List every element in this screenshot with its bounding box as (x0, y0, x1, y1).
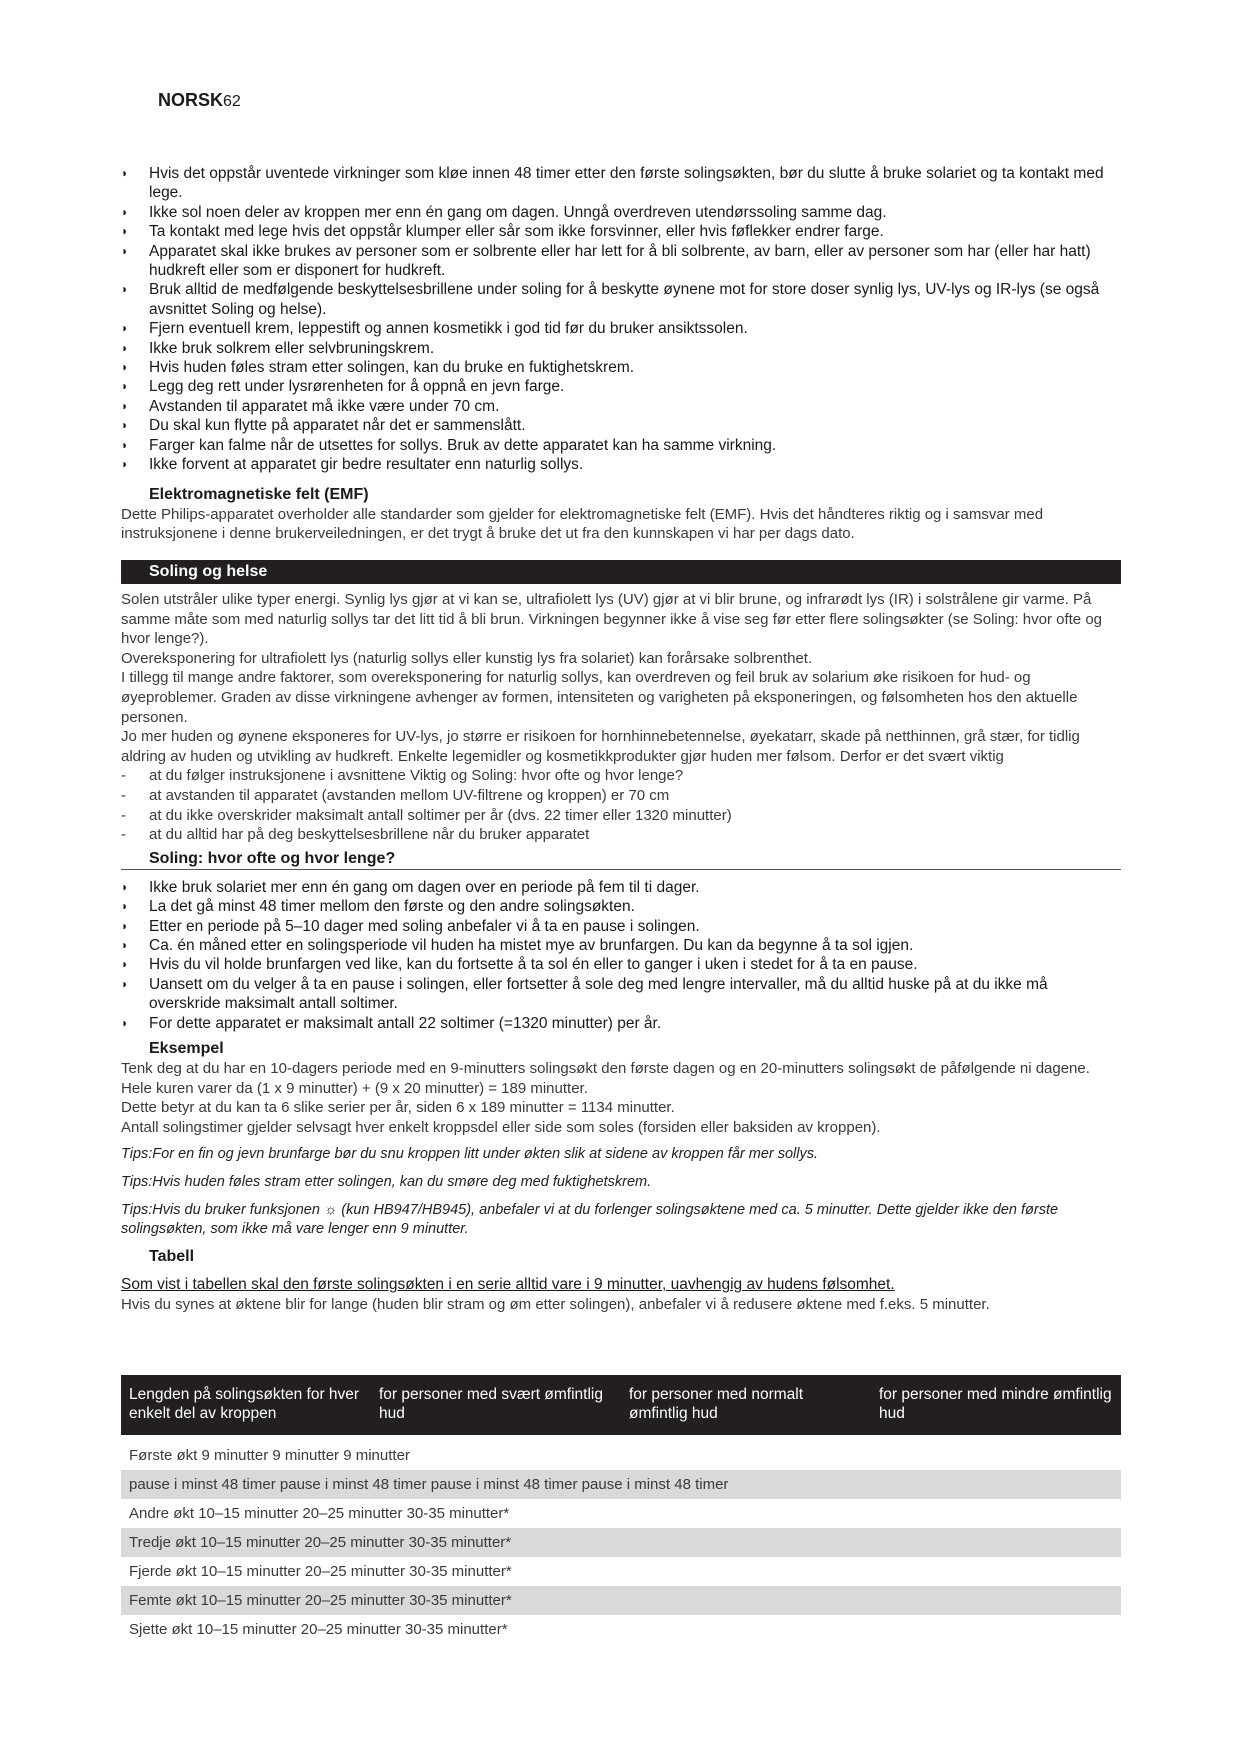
tip-text: Tips:Hvis huden føles stram etter solingen, kan du smøre deg med fuktighetskrem. (121, 1174, 652, 1191)
table-header-cell: for personer med normalt ømfintlig hud (621, 1375, 871, 1435)
list-item: ◗ La det gå minst 48 timer mellom den første og den andre solingsøkten. (121, 898, 635, 916)
health-paragraph: Jo mer huden og øynene eksponeres for UV-lys, jo større er risikoen for hornhinnebetennelse, øyekatarr, skade på netthinnen, grå stær, for tidlig aldring av huden og utvikling av hudkreft. Enkelte legemidler og kosmetikkprodukter gjør huden mer følsom. Derfor er det svært viktig (121, 728, 1080, 765)
table-row: Første økt 9 minutter 9 minutter 9 minutter (129, 1447, 410, 1464)
list-item: ◗ Uansett om du velger å ta en pause i solingen, eller fortsetter å sole deg med lengre intervaller, må du alltid huske på at du ikke må overskride maksimalt antall soltimer. (121, 975, 1048, 1013)
table-row: Sjette økt 10–15 minutter 20–25 minutter 30-35 minutter* (129, 1621, 508, 1638)
table-row: Fjerde økt 10–15 minutter 20–25 minutter 30-35 minutter* (129, 1563, 512, 1580)
list-item: ◗ Ikke forvent at apparatet gir bedre resultater enn naturlig sollys. (121, 456, 584, 474)
example-line: Dette betyr at du kan ta 6 slike serier per år, siden 6 x 189 minutter = 1134 minutter. (121, 1099, 675, 1117)
table-note: Hvis du synes at øktene blir for lange (huden blir stram og øm etter solingen), anbefaler vi å redusere øktene med f.eks. 5 minutter. (121, 1295, 990, 1313)
list-item: ◗ For dette apparatet er maksimalt antall 22 soltimer (=1320 minutter) per år. (121, 1014, 662, 1032)
list-item: ◗ Ta kontakt med lege hvis det oppstår klumper eller sår som ikke forsvinner, eller hvis føflekker endrer farge. (121, 223, 884, 241)
tip-text: Tips:Hvis du bruker funksjonen ☼ (kun HB947/HB945), anbefaler vi at du forlenger solingsøktene med ca. 5 minutter. Dette gjelder ikke den første solingsøkten, som ikke må vare lenger enn 9 minutter. (121, 1202, 1059, 1238)
example-line: Antall solingstimer gjelder selvsagt hver enkelt kroppsdel eller side som soles (forsiden eller baksiden av kroppen). (121, 1118, 881, 1136)
table-header-row (121, 1375, 1121, 1435)
list-item: ◗ Bruk alltid de medfølgende beskyttelsesbrillene under soling for å beskytte øynene mot for store doser synlig lys, UV-lys og IR-lys (se også avsnittet Soling og helse). (121, 281, 1100, 318)
warnings-list (121, 164, 1121, 475)
table-header-cell: for personer med svært ømfintlig hud (371, 1375, 621, 1435)
health-paragraph: I tillegg til mange andre faktorer, som overeksponering for naturlig sollys, kan overdreven og feil bruk av solarium øke risikoen for hud- og øyeproblemer. Graden av disse virkningene avhenger av formen, intensiteten og varigheten på eksponeringen, og følsomheten hos den aktuelle personen. (121, 669, 1078, 726)
table-row: Andre økt 10–15 minutter 20–25 minutter 30-35 minutter* (129, 1505, 510, 1522)
emf-heading: Elektromagnetiske felt (EMF) (149, 485, 369, 503)
table-header-cell: for personer med mindre ømfintlig hud (871, 1375, 1121, 1435)
list-item: ◗ Ca. én måned etter en solingsperiode vil huden ha mistet mye av brunfargen. Du kan da begynne å ta sol igjen. (121, 936, 914, 954)
list-item: ◗ Hvis du vil holde brunfargen ved like, kan du fortsette å ta sol én eller to ganger i uken i stedet for å ta en pause. (121, 956, 918, 974)
page-header (158, 90, 241, 111)
table-row: Femte økt 10–15 minutter 20–25 minutter 30-35 minutter* (121, 1586, 1121, 1615)
list-item: - at du ikke overskrider maksimalt antall soltimer per år (dvs. 22 timer eller 1320 minutter) (121, 806, 732, 824)
list-item: ◗ Etter en periode på 5–10 dager med soling anbefaler vi å ta en pause i solingen. (121, 917, 700, 935)
list-item: ◗ Avstanden til apparatet må ikke være under 70 cm. (121, 397, 500, 415)
table-header-cell: Lengden på solingsøkten for hver enkelt del av kroppen (121, 1375, 371, 1435)
list-item: ◗ Apparatet skal ikke brukes av personer som er solbrente eller har lett for å bli solbrente, av barn, eller av personer som har (eller har hatt) hudkreft eller som er disponert for hudkreft. (121, 242, 1091, 280)
example-line: Tenk deg at du har en 10-dagers periode med en 9-minutters solingsøkt den første dagen og en 20-minutters solingsøkt de påfølgende ni dagene. (121, 1059, 1090, 1077)
table-intro-underlined: Som vist i tabellen skal den første solingsøkten i en serie alltid vare i 9 minutter, uavhengig av hudens følsomhet. (121, 1276, 895, 1294)
frequency-heading: Soling: hvor ofte og hvor lenge? (121, 849, 1121, 870)
table-heading: Tabell (149, 1248, 195, 1266)
page-number: 62 (223, 93, 241, 110)
table-row: Tredje økt 10–15 minutter 20–25 minutter 30-35 minutter* (121, 1528, 1121, 1557)
frequency-list (121, 878, 1121, 1033)
list-item: - at avstanden til apparatet (avstanden mellom UV-filtrene og kroppen) er 70 cm (121, 786, 670, 804)
list-item: ◗ Hvis huden føles stram etter solingen, kan du bruke en fuktighetskrem. (121, 359, 635, 377)
health-block (121, 590, 1121, 1315)
list-item: ◗ Hvis det oppstår uventede virkninger som kløe innen 48 timer etter den første solingsøkten, bør du slutte å bruke solariet og ta kontakt med lege. (121, 165, 1104, 202)
health-paragraph: Solen utstråler ulike typer energi. Synlig lys gjør at vi kan se, ultrafiolett lys (UV) gjør at vi blir brune, og infrarødt lys (IR) i solstrålene gir varme. På samme måte som med naturlig sollys tar det litt tid å bli brun. Virkningen begynner ikke å vise seg før etter flere solingsøkter (se Soling: hvor ofte og hvor lenge?). (121, 591, 1102, 648)
section-label: NORSK (158, 90, 224, 110)
warnings-block (121, 164, 1121, 544)
emf-text: Dette Philips-apparatet overholder alle standarder som gjelder for elektromagnetiske felt (EMF). Hvis det håndteres riktig og i samsvar med instruksjonene i denne brukerveiledningen, er det trygt å bruke det ut fra den kunnskapen vi har per dags dato. (121, 505, 1044, 543)
section-bar-health: Soling og helse (121, 560, 1121, 584)
example-heading: Eksempel (149, 1039, 224, 1057)
table-row: pause i minst 48 timer pause i minst 48 timer pause i minst 48 timer pause i minst 48 timer (121, 1470, 1121, 1499)
list-item: - at du alltid har på deg beskyttelsesbrillene når du bruker apparatet (121, 826, 590, 844)
list-item: ◗ Ikke bruk solariet mer enn én gang om dagen over en periode på fem til ti dager. (121, 878, 700, 896)
list-item: ◗ Fjern eventuell krem, leppestift og annen kosmetikk i god tid før du bruker ansiktssolen. (121, 320, 748, 338)
list-item: ◗ Farger kan falme når de utsettes for sollys. Bruk av dette apparatet kan ha samme virkning. (121, 436, 777, 454)
list-item: ◗ Du skal kun flytte på apparatet når det er sammenslått. (121, 417, 526, 435)
example-line: Hele kuren varer da (1 x 9 minutter) + (9 x 20 minutter) = 189 minutter. (121, 1079, 588, 1097)
list-item: ◗ Ikke bruk solkrem eller selvbruningskrem. (121, 339, 435, 357)
list-item: - at du følger instruksjonene i avsnittene Viktig og Soling: hvor ofte og hvor lenge? (121, 767, 684, 785)
tip-text: Tips:For en fin og jevn brunfarge bør du snu kroppen litt under økten slik at sidene av kroppen får mer sollys. (121, 1146, 819, 1163)
list-item: ◗ Legg deg rett under lysrørenheten for å oppnå en jevn farge. (121, 378, 565, 396)
list-item: ◗ Ikke sol noen deler av kroppen mer enn én gang om dagen. Unngå overdreven utendørssoling samme dag. (121, 203, 887, 221)
health-dash-list (121, 766, 1121, 844)
tanning-table (121, 1375, 1121, 1644)
health-paragraph: Overeksponering for ultrafiolett lys (naturlig sollys eller kunstig lys fra solariet) kan forårsake solbrenthet. (121, 649, 813, 667)
